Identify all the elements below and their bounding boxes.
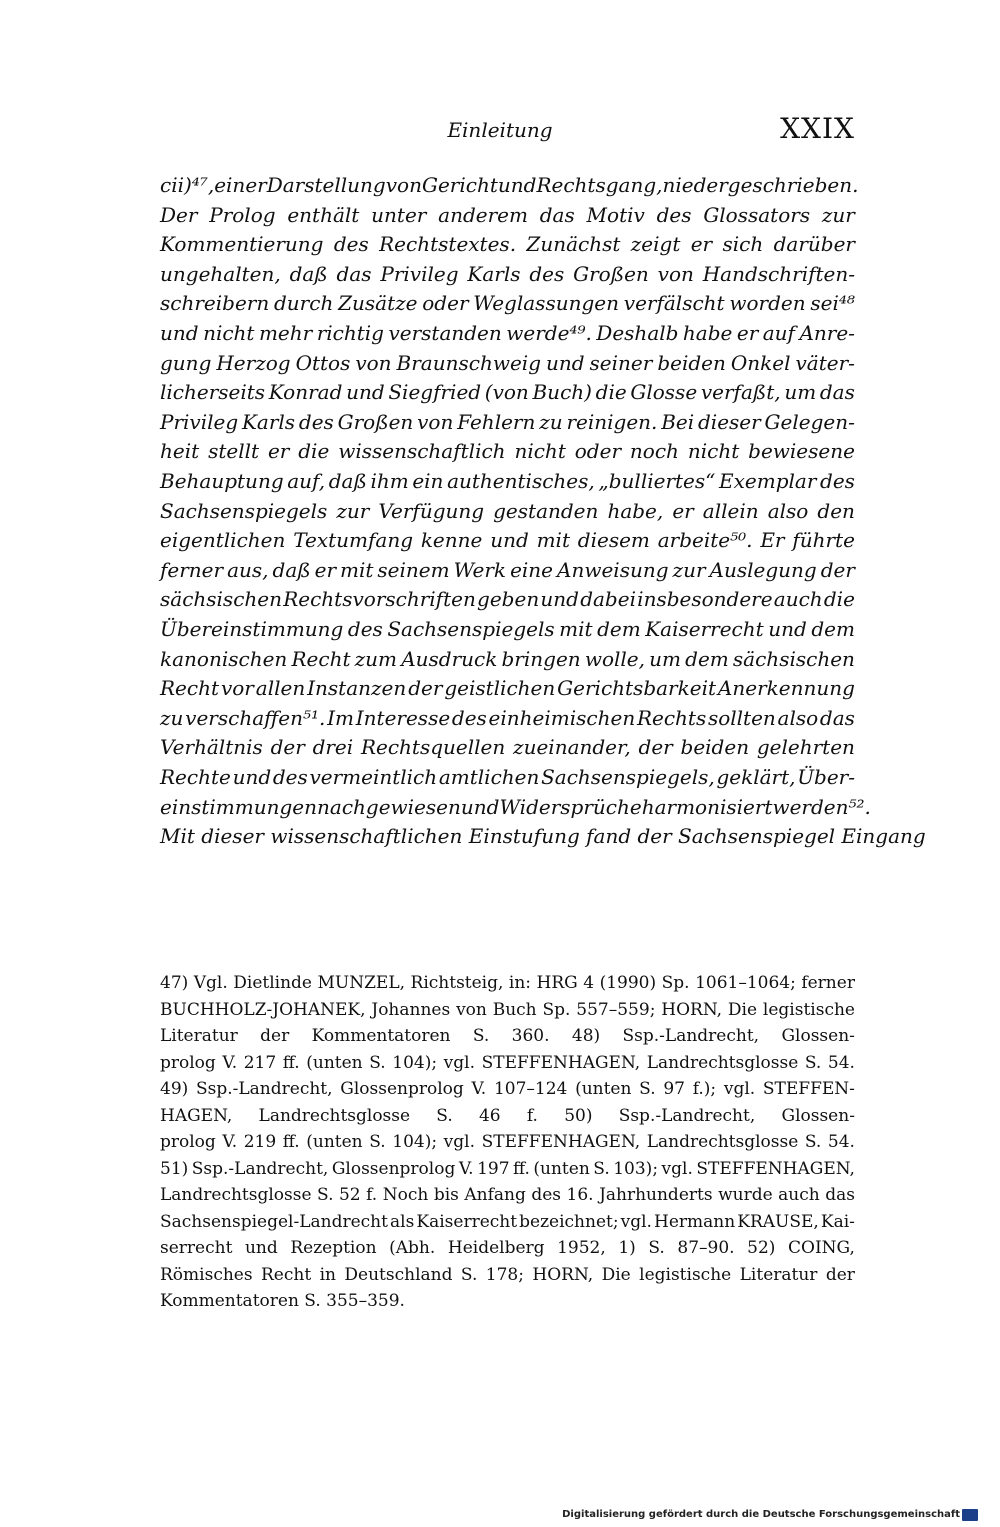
footnote-line: Römisches Recht in Deutschland S. 178; HORN, Die legistische Literatur der <box>160 1264 855 1285</box>
body-line: ferner aus, daß er mit seinem Werk eine Anweisung zur Auslegung der <box>160 557 855 582</box>
body-line: Der Prolog enthält unter anderem das Motiv des Glossators zur <box>160 202 855 227</box>
body-line: Behauptung auf, daß ihm ein authentisches, „bulliertes“ Exemplar des <box>160 469 855 493</box>
footnote-line: BUCHHOLZ-JOHANEK, Johannes von Buch Sp. 557–559; HORN, Die legistische <box>160 999 855 1020</box>
footnote-line: prolog V. 219 ff. (unten S. 104); vgl. STEFFENHAGEN, Landrechtsglosse S. 54. <box>160 1132 855 1152</box>
footnote-line: Literatur der Kommentatoren S. 360. 48) Ssp.-Landrecht, Glossen- <box>160 1026 855 1046</box>
body-line: zu verschaffen⁵¹. Im Interesse des einheimischen Rechts sollten also das <box>160 705 855 730</box>
dfg-logo-icon <box>962 1509 978 1521</box>
footnote-line: 47) Vgl. Dietlinde MUNZEL, Richtsteig, in: HRG 4 (1990) Sp. 1061–1064; ferner <box>160 973 855 993</box>
body-line: heit stellt er die wissenschaftlich nicht oder noch nicht bewiesene <box>160 439 855 464</box>
body-line: licherseits Konrad und Siegfried (von Buch) die Glosse verfaßt, um das <box>160 380 855 405</box>
body-line: kanonischen Recht zum Ausdruck bringen wolle, um dem sächsischen <box>160 646 855 671</box>
body-line: Kommentierung des Rechtstextes. Zunächst zeigt er sich darüber <box>160 232 855 257</box>
body-line: gung Herzog Ottos von Braunschweig und seiner beiden Onkel väter- <box>160 350 855 375</box>
footnote-line: Sachsenspiegel-Landrecht als Kaiserrecht bezeichnet; vgl. Hermann KRAUSE, Kai- <box>160 1211 855 1232</box>
footnote-line: prolog V. 217 ff. (unten S. 104); vgl. STEFFENHAGEN, Landrechtsglosse S. 54. <box>160 1052 855 1073</box>
body-line: Sachsenspiegels zur Verfügung gestanden habe, er allein also den <box>160 498 855 523</box>
body-line: und nicht mehr richtig verstanden werde⁴⁹. Deshalb habe er auf Anre- <box>160 321 855 345</box>
body-line: ungehalten, daß das Privileg Karls des Großen von Handschriften- <box>160 261 855 286</box>
running-header-title: Einleitung <box>447 118 553 142</box>
body-line: Privileg Karls des Großen von Fehlern zu reinigen. Bei dieser Gelegen- <box>160 409 855 434</box>
footnote-line: HAGEN, Landrechtsglosse S. 46 f. 50) Ssp.-Landrecht, Glossen- <box>160 1105 855 1126</box>
footnote-line: 49) Ssp.-Landrecht, Glossenprolog V. 107–124 (unten S. 97 f.); vgl. STEFFEN- <box>160 1079 855 1099</box>
body-line: Übereinstimmung des Sachsenspiegels mit dem Kaiserrecht und dem <box>160 617 855 641</box>
footnote-line: serrecht und Rezeption (Abh. Heidelberg 1952, 1) S. 87–90. 52) COING, <box>160 1238 855 1258</box>
body-line: Rechte und des vermeintlich amtlichen Sachsenspiegels, geklärt, Über- <box>160 765 855 789</box>
body-line: schreibern durch Zusätze oder Weglassungen verfälscht worden sei⁴⁸ <box>160 291 855 316</box>
page-number: XXIX <box>780 112 855 145</box>
body-line: Mit dieser wissenschaftlichen Einstufung fand der Sachsenspiegel Eingang <box>160 824 926 849</box>
digitization-credit: Digitalisierung gefördert durch die Deutsche Forschungsgemeinschaft <box>562 1509 960 1520</box>
body-line: einstimmungen nachgewiesen und Widersprüche harmonisiert werden⁵². <box>160 794 871 819</box>
footnote-line: 51) Ssp.-Landrecht, Glossenprolog V. 197 ff. (unten S. 103); vgl. STEFFENHAGEN, <box>160 1158 855 1179</box>
body-line: eigentlichen Textumfang kenne und mit diesem arbeite⁵⁰. Er führte <box>160 528 855 553</box>
body-line: Recht vor allen Instanzen der geistlichen Gerichtsbarkeit Anerkennung <box>160 676 855 701</box>
footnote-line: Kommentatoren S. 355–359. <box>160 1291 405 1311</box>
body-line: cii)⁴⁷, einer Darstellung von Gericht und Rechtsgang, niedergeschrieben. <box>160 173 859 197</box>
body-line: sächsischen Rechtsvorschriften geben und dabei insbesondere auch die <box>160 587 855 612</box>
body-line: Verhältnis der drei Rechtsquellen zueinander, der beiden gelehrten <box>160 735 855 760</box>
footnote-line: Landrechtsglosse S. 52 f. Noch bis Anfang des 16. Jahrhunderts wurde auch das <box>160 1185 855 1205</box>
